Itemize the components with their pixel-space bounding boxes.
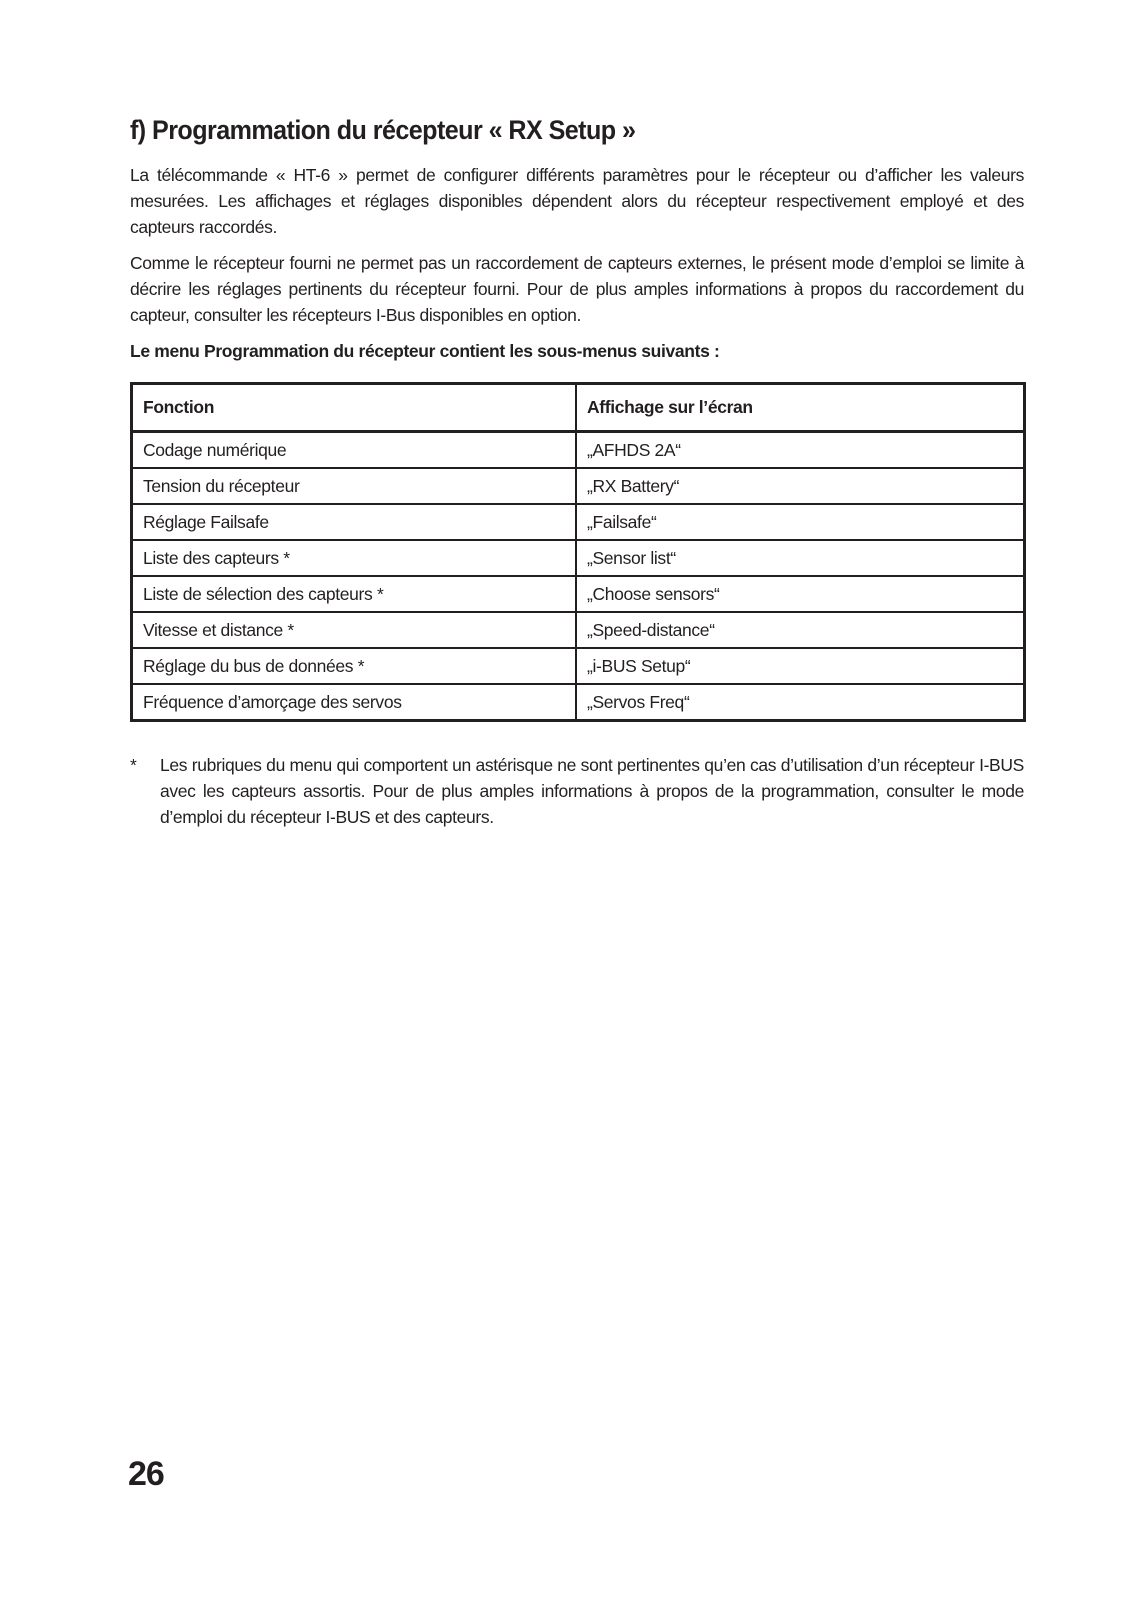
function-cell: Tension du récepteur <box>132 468 577 504</box>
display-cell: „RX Battery“ <box>576 468 1025 504</box>
footnote-asterisk: * <box>130 755 137 775</box>
display-cell: „Servos Freq“ <box>576 684 1025 721</box>
footnote-text: Les rubriques du menu qui comportent un astérisque ne sont pertinentes qu’en cas d’utilisation d’un récepteur I-BUS avec les capteurs assortis. Pour de plus amples informations à propos de la programmation, consulter le mode d’emploi du récepteur I-BUS et des capteurs. <box>160 755 1024 827</box>
table-header-row <box>132 384 1025 432</box>
display-cell: „Speed-distance“ <box>576 612 1025 648</box>
table-row <box>132 684 1025 721</box>
display-cell: „Failsafe“ <box>576 504 1025 540</box>
function-cell: Codage numérique <box>132 432 577 469</box>
document-page <box>130 110 1024 830</box>
function-cell: Réglage Failsafe <box>132 504 577 540</box>
header-function: Fonction <box>132 384 577 432</box>
section-heading: f) Programmation du récepteur « RX Setup » <box>130 115 636 145</box>
submenu-table <box>130 382 1026 722</box>
display-cell: „Choose sensors“ <box>576 576 1025 612</box>
sensor-paragraph: Comme le récepteur fourni ne permet pas un raccordement de capteurs externes, le présent mode d’emploi se limite à décrire les réglages pertinents du récepteur fourni. Pour de plus amples informations à propos du raccordement du capteur, consulter les récepteurs I-Bus disponibles en option. <box>130 253 1024 325</box>
page-number: 26 <box>128 1455 164 1493</box>
footnote <box>130 752 1024 830</box>
function-cell: Réglage du bus de données * <box>132 648 577 684</box>
function-cell: Fréquence d’amorçage des servos <box>132 684 577 721</box>
table-row <box>132 504 1025 540</box>
table-row <box>132 432 1025 469</box>
function-cell: Liste de sélection des capteurs * <box>132 576 577 612</box>
table-row <box>132 540 1025 576</box>
display-cell: „i-BUS Setup“ <box>576 648 1025 684</box>
table-row <box>132 468 1025 504</box>
table-row <box>132 612 1025 648</box>
intro-paragraph: La télécommande « HT-6 » permet de configurer différents paramètres pour le récepteur ou d’afficher les valeurs mesurées. Les affichages et réglages disponibles dépendent alors du récepteur respectivement employé et des capteurs raccordés. <box>130 165 1024 237</box>
header-display: Affichage sur l’écran <box>576 384 1025 432</box>
display-cell: „AFHDS 2A“ <box>576 432 1025 469</box>
function-cell: Liste des capteurs * <box>132 540 577 576</box>
table-intro: Le menu Programmation du récepteur contient les sous-menus suivants : <box>130 341 720 361</box>
table-row <box>132 648 1025 684</box>
function-cell: Vitesse et distance * <box>132 612 577 648</box>
display-cell: „Sensor list“ <box>576 540 1025 576</box>
table-row <box>132 576 1025 612</box>
